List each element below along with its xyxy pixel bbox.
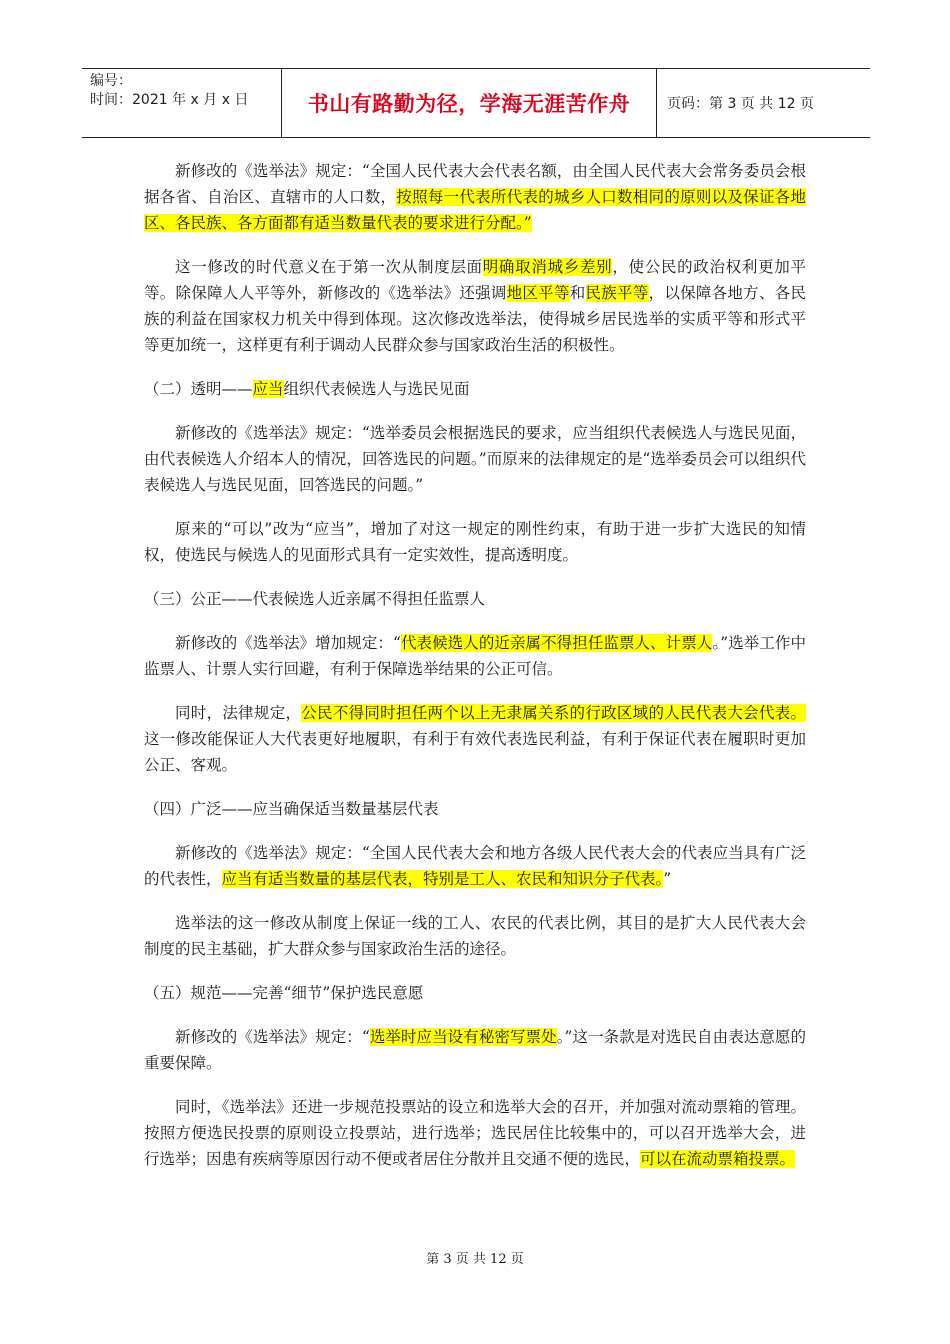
header-meta — [82, 69, 282, 137]
highlight: 明确取消城乡差别 — [482, 258, 613, 276]
paragraph-6: 同时，法律规定，公民不得同时担任两个以上无隶属关系的行政区域的人民代表大会代表。这一修改能保证人大代表更好地履职，有利于有效代表选民利益，有利于保证代表在履职时更加公正、客观。 — [144, 704, 806, 774]
header-page-label: 页码：第 3 页 共 12 页 — [667, 96, 814, 112]
paragraph-5: 新修改的《选举法》增加规定：“代表候选人的近亲属不得担任监票人、计票人。”选举工作中监票人、计票人实行回避，有利于保障选举结果的公正可信。 — [144, 634, 806, 678]
paragraph-3: 新修改的《选举法》规定：“选举委员会根据选民的要求，应当组织代表候选人与选民见面，由代表候选人介绍本人的情况，回答选民的问题。”而原来的法律规定的是“选举委员会可以组织代表候选人与选民见面，回答选民的问题。” — [144, 424, 806, 494]
page-footer: 第 3 页 共 12 页 — [426, 1252, 524, 1267]
highlight: 可以在流动票箱投票。 — [640, 1150, 796, 1168]
paragraph-10: 同时，《选举法》还进一步规范投票站的设立和选举大会的召开，并加强对流动票箱的管理。按照方便选民投票的原则设立投票站，进行选举；选民居住比较集中的，可以召开选举大会，进行选举；因患有疾病等原因行动不便或者居住分散并且交通不便的选民，可以在流动票箱投票。 — [144, 1098, 806, 1168]
highlight: 应当有适当数量的基层代表，特别是工人、农民和知识分子代表。 — [221, 870, 664, 888]
paragraph-4: 原来的“可以”改为“应当”，增加了对这一规定的刚性约束，有助于进一步扩大选民的知情权，使选民与候选人的见面形式具有一定实效性，提高透明度。 — [144, 520, 806, 564]
document-body — [144, 158, 806, 1172]
paragraph-8: 选举法的这一修改从制度上保证一线的工人、农民的代表比例，其目的是扩大人民代表大会制度的民主基础，扩大群众参与国家政治生活的途径。 — [144, 914, 806, 958]
highlight: 应当 — [252, 380, 284, 398]
highlight: 选举时应当设有秘密写票处 — [369, 1028, 557, 1046]
section-heading-4: （四）广泛——应当确保适当数量基层代表 — [144, 800, 439, 818]
paragraph-9: 新修改的《选举法》规定：“选举时应当设有秘密写票处。”这一条款是对选民自由表达意愿的重要保障。 — [144, 1028, 806, 1072]
highlight: 民族平等 — [585, 284, 649, 302]
highlight: 公民不得同时担任两个以上无隶属关系的行政区域的人民代表大会代表。 — [301, 704, 806, 722]
highlight: 按照每一代表所代表的城乡人口数相同的原则以及保证各地区、各民族、各方面都有适当数量代表的要求进行分配。” — [144, 188, 806, 232]
code-label: 编号： — [90, 73, 132, 89]
paragraph-1: 新修改的《选举法》规定：“全国人民代表大会代表名额，由全国人民代表大会常务委员会根据各省、自治区、直辖市的人口数，按照每一代表所代表的城乡人口数相同的原则以及保证各地区、各民族、各方面都有适当数量代表的要求进行分配。” — [144, 162, 806, 232]
highlight: 代表候选人的近亲属不得担任监票人、计票人 — [400, 634, 713, 652]
paragraph-7: 新修改的《选举法》规定：“全国人民代表大会和地方各级人民代表大会的代表应当具有广泛的代表性，应当有适当数量的基层代表，特别是工人、农民和知识分子代表。” — [144, 844, 806, 888]
date-label: 时间：2021 年 x 月 x 日 — [90, 92, 249, 108]
section-heading-5: （五）规范——完善“细节”保护选民意愿 — [144, 984, 424, 1002]
page-header — [82, 68, 870, 138]
section-heading-3: （三）公正——代表候选人近亲属不得担任监票人 — [144, 590, 486, 608]
section-heading-2: （二）透明——应当组织代表候选人与选民见面 — [144, 380, 470, 398]
paragraph-2: 这一修改的时代意义在于第一次从制度层面明确取消城乡差别，使公民的政治权利更加平等。除保障人人平等外，新修改的《选举法》还强调地区平等和民族平等，以保障各地方、各民族的利益在国家权力机关中得到体现。这次修改选举法，使得城乡居民选举的实质平等和形式平等更加统一，这样更有利于调动人民群众参与国家政治生活的积极性。 — [144, 258, 806, 354]
highlight: 地区平等 — [506, 284, 570, 302]
header-motto: 书山有路勤为径，学海无涯苦作舟 — [282, 69, 657, 137]
